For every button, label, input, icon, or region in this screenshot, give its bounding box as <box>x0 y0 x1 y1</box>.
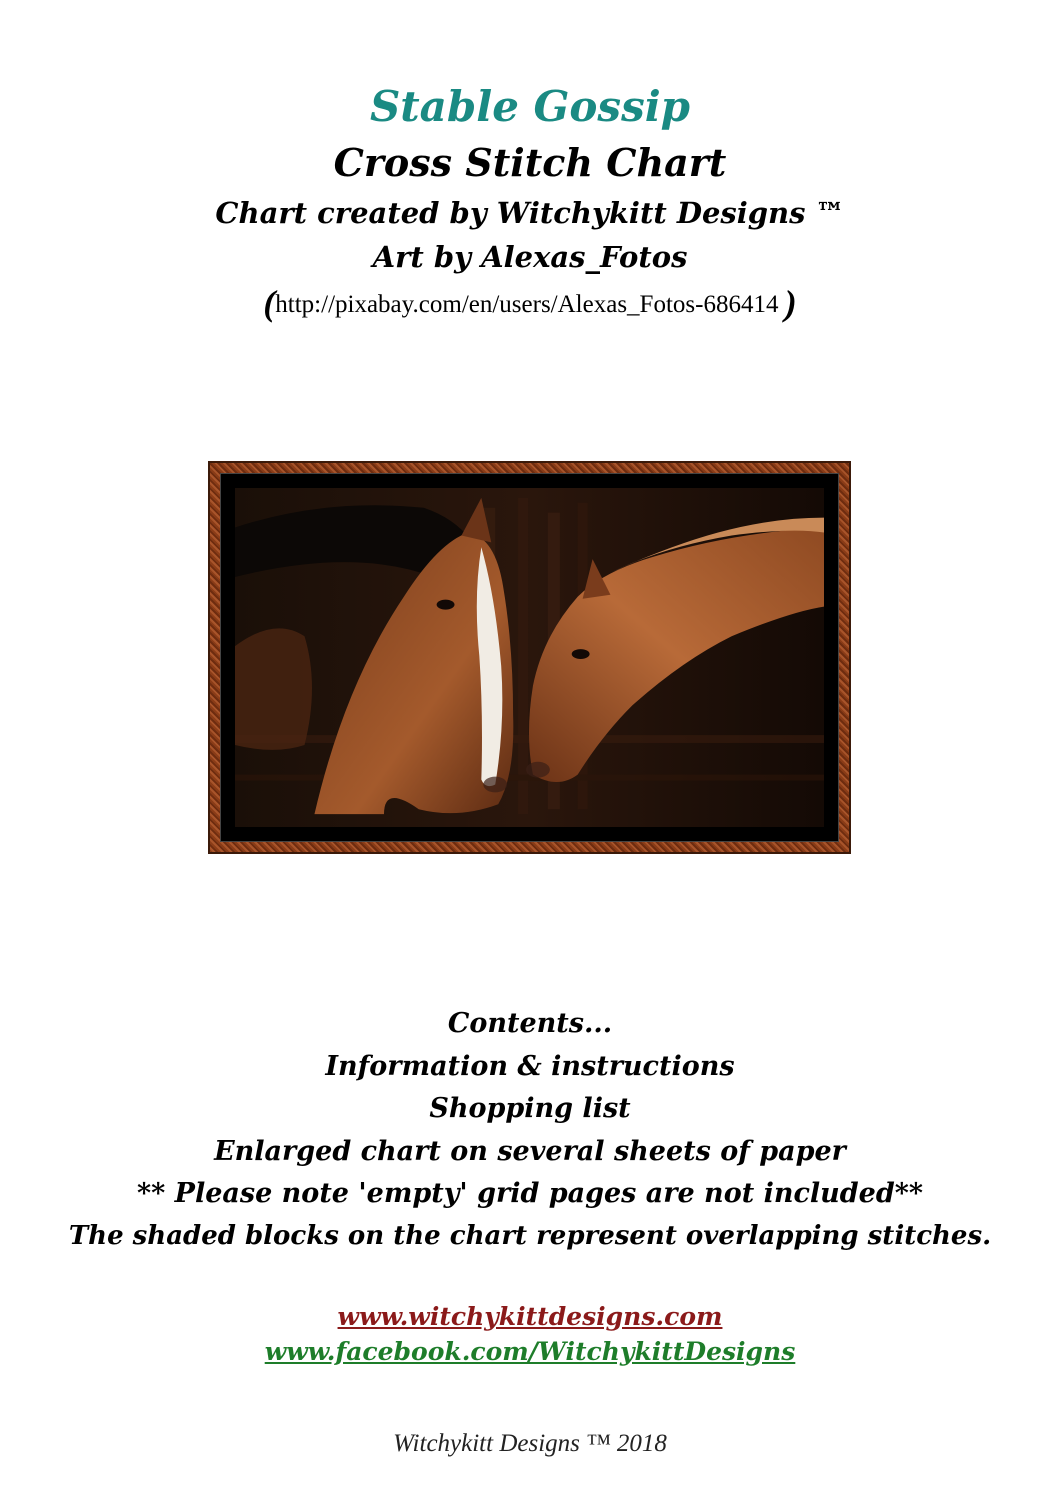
contents-item: ** Please note 'empty' grid pages are not included** <box>137 1178 923 1209</box>
page-subtitle: Cross Stitch Chart <box>333 140 727 185</box>
artwork-mat <box>220 473 839 842</box>
framed-artwork <box>208 461 851 854</box>
page-title: Stable Gossip <box>369 82 691 131</box>
art-credit-url: http://pixabay.com/en/users/Alexas_Fotos-686414 <box>275 291 779 318</box>
horses-artwork-image <box>235 488 824 827</box>
contents-item: Information & instructions <box>325 1051 735 1082</box>
open-paren: ( <box>263 283 276 323</box>
website-link[interactable]: www.witchykittdesigns.com <box>337 1302 723 1331</box>
art-credit-url-line <box>0 282 1060 324</box>
contents-item: Shopping list <box>429 1093 631 1124</box>
copyright-footer: Witchykitt Designs ™ 2018 <box>393 1430 667 1457</box>
facebook-link[interactable]: www.facebook.com/WitchykittDesigns <box>264 1337 796 1366</box>
contents-heading: Contents... <box>447 1008 613 1039</box>
close-paren: ) <box>784 283 797 323</box>
chart-credit: Chart created by Witchykitt Designs ™ <box>215 196 845 230</box>
contents-item: Enlarged chart on several sheets of paper <box>214 1136 846 1167</box>
art-credit: Art by Alexas_Fotos <box>372 240 688 274</box>
contents-item: The shaded blocks on the chart represent overlapping stitches. <box>68 1221 992 1251</box>
